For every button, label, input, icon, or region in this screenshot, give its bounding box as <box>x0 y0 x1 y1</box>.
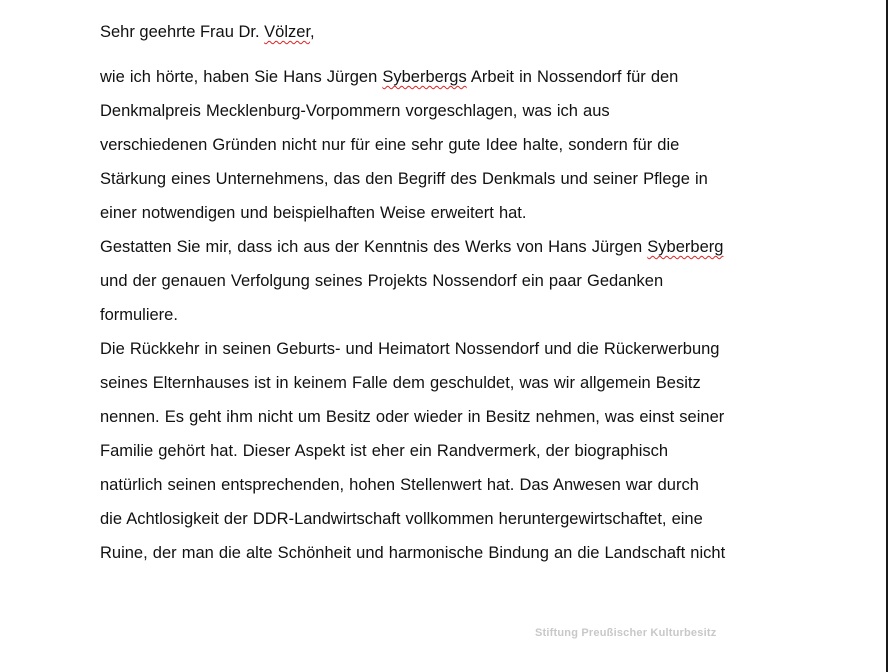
line-text: nennen. Es geht ihm nicht um Besitz oder wieder in Besitz nehmen, was einst seiner <box>100 408 725 426</box>
body-line <box>100 438 820 472</box>
body-line <box>100 98 820 132</box>
line-text: und der genauen Verfolgung seines Projekts Nossendorf ein paar Gedanken <box>100 272 664 290</box>
line-text: die Achtlosigkeit der DDR-Landwirtschaft vollkommen heruntergewirtschaftet, eine <box>100 510 703 528</box>
salutation-punctuation: , <box>310 23 315 41</box>
body-line <box>100 268 820 302</box>
line-text: seines Elternhauses ist in keinem Falle dem geschuldet, was wir allgemein Besitz <box>100 374 701 392</box>
line-text: Stärkung eines Unternehmens, das den Begriff des Denkmals und seiner Pflege in <box>100 170 708 188</box>
line-text: Arbeit in Nossendorf für den <box>466 68 679 86</box>
salutation-text: Sehr geehrte Frau Dr. <box>100 23 265 41</box>
body-line <box>100 506 820 540</box>
salutation <box>100 21 315 43</box>
body-line <box>100 64 820 98</box>
spellcheck-word: Syberberg <box>647 238 724 256</box>
line-text: Denkmalpreis Mecklenburg-Vorpommern vorgeschlagen, was ich aus <box>100 102 610 120</box>
line-text: formuliere. <box>100 306 178 324</box>
line-text: verschiedenen Gründen nicht nur für eine sehr gute Idee halte, sondern für die <box>100 136 680 154</box>
body-line <box>100 132 820 166</box>
body-line <box>100 404 820 438</box>
body-line <box>100 234 820 268</box>
line-text: Familie gehört hat. Dieser Aspekt ist eher ein Randvermerk, der biographisch <box>100 442 669 460</box>
line-text: Die Rückkehr in seinen Geburts- und Heimatort Nossendorf und die Rückerwerbung <box>100 340 720 358</box>
line-text: Ruine, der man die alte Schönheit und harmonische Bindung an die Landschaft nicht <box>100 544 726 562</box>
line-text: natürlich seinen entsprechenden, hohen Stellenwert hat. Das Anwesen war durch <box>100 476 699 494</box>
line-text: einer notwendigen und beispielhaften Weise erweitert hat. <box>100 204 527 222</box>
recipient-name: Völzer <box>264 23 311 41</box>
body-line <box>100 200 820 234</box>
line-text: wie ich hörte, haben Sie Hans Jürgen <box>100 68 383 86</box>
body-line <box>100 302 820 336</box>
body-line <box>100 472 820 506</box>
letter-body <box>100 64 820 574</box>
spellcheck-word: Syberbergs <box>382 68 467 86</box>
body-line <box>100 166 820 200</box>
body-line <box>100 370 820 404</box>
body-line <box>100 336 820 370</box>
body-line <box>100 540 820 574</box>
footer-watermark: Stiftung Preußischer Kulturbesitz <box>535 627 717 639</box>
line-text: Gestatten Sie mir, dass ich aus der Kenntnis des Werks von Hans Jürgen <box>100 238 648 256</box>
